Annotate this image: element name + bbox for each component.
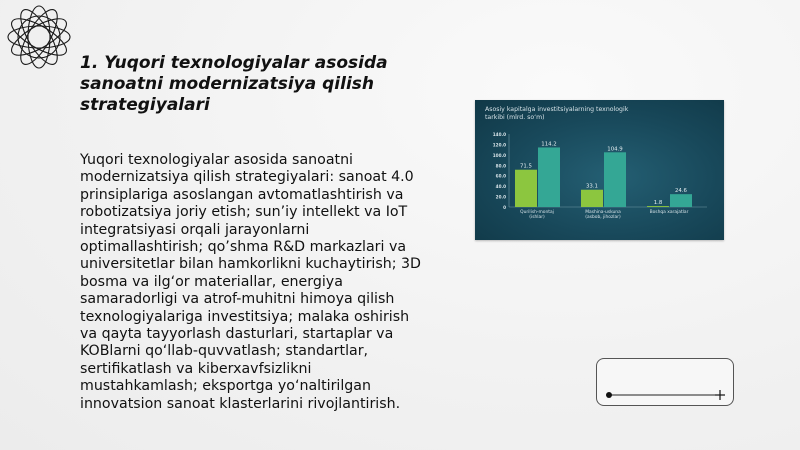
data-label: 1.8 [653, 200, 663, 207]
bar [647, 206, 669, 207]
y-tick-label: 20.0 [495, 194, 506, 200]
x-tick-label: Boshqa xarajatlar [649, 210, 689, 215]
x-tick-label-line2: (ishlar) [529, 215, 545, 220]
bar [515, 170, 537, 207]
data-label: 104.9 [607, 146, 623, 153]
data-label: 24.6 [674, 188, 688, 195]
y-tick-label: 140.0 [492, 132, 506, 137]
x-tick-label-line2: (asbob, jihozlar) [585, 215, 621, 220]
data-label: 33.1 [585, 183, 599, 190]
spirograph-logo-icon [4, 4, 74, 70]
chart-svg [475, 100, 724, 240]
y-tick-label: 60.0 [495, 173, 506, 179]
y-tick-label: 40.0 [495, 184, 506, 190]
data-label: 71.5 [519, 163, 533, 170]
bar [538, 147, 560, 207]
slider-widget[interactable] [596, 358, 734, 406]
y-tick-label: 80.0 [495, 163, 506, 169]
y-tick-label: 100.0 [492, 152, 506, 158]
x-tick-label: Mashina-uskuna [585, 210, 621, 215]
y-tick-label: 120.0 [492, 142, 506, 148]
y-tick-label: 0 [503, 205, 506, 210]
investment-chart [475, 100, 724, 240]
slider-widget-graphic [597, 359, 733, 405]
chart-title: Asosiy kapitalga investitsiyalarning texnologik [485, 106, 629, 113]
x-tick-label: Qurilish-montaj [520, 210, 554, 215]
slide-title: 1. Yuqori texnologiyalar asosida sanoatni modernizatsiya qilish strategiyalari [80, 53, 388, 115]
bar [581, 190, 603, 207]
slide-body-text: Yuqori texnologiyalar asosida sanoatni modernizatsiya qilish strategiyalari: sanoat 4.0 prinsiplariga asoslangan avtomatlashtirish va robotizatsiya joriy etish; sun’iy intellekt va IoT integratsiyasi orqali jarayonlarni optimallashtirish; qo’shma R&D markazlari va universitetlar bilan hamkorlikni kuchaytirish; 3D bosma va ilg‘or materiallar, energiya samaradorligi va atrof-muhitni himoya qilish texnologiyalariga investitsiya; malaka oshirish va qayta tayyorlash dasturlari, startaplar va KOBlarni qo‘llab-quvvatlash; standartlar, sertifikatlash va kiberxavfsizlikni mustahkamlash; eksportga yo‘naltirilgan innovatsion sanoat klasterlarini rivojlantirish. [80, 152, 421, 412]
plus-icon[interactable] [715, 390, 725, 400]
dot-icon[interactable] [606, 392, 612, 398]
bar [604, 152, 626, 207]
data-label: 114.2 [541, 141, 557, 148]
bar [670, 194, 692, 207]
chart-title-line2: tarkibi (mlrd. so‘m) [485, 114, 545, 121]
